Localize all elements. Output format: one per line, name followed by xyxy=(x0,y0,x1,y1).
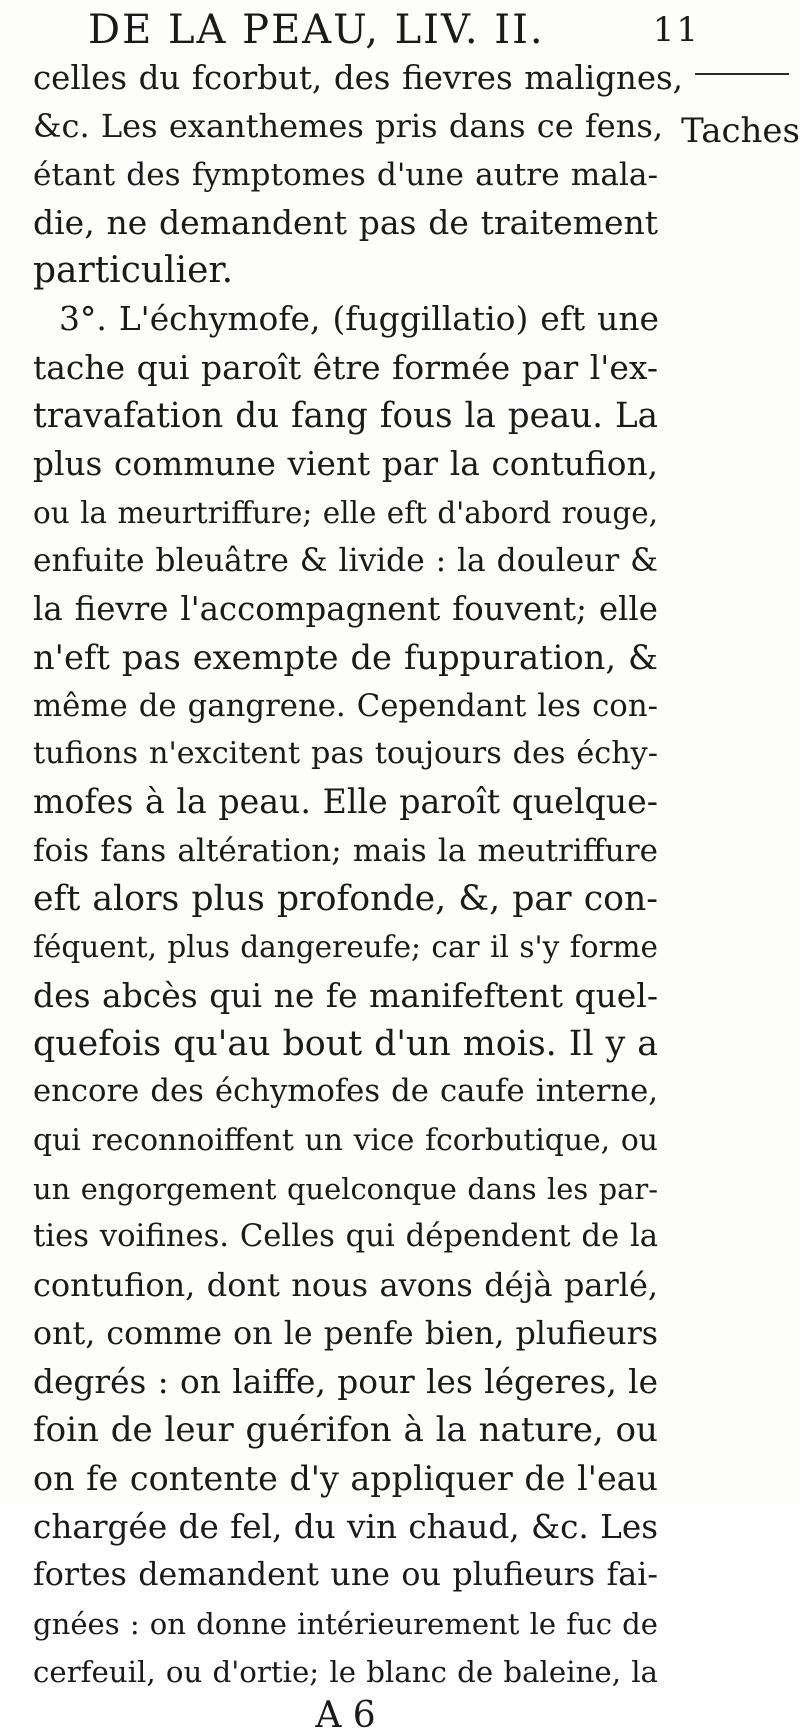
text-line: ont, comme on le penfe bien, plufieurs xyxy=(33,1315,658,1352)
text-line: cerfeuil, ou d'ortie; le blanc de baleine, la xyxy=(33,1654,658,1689)
text-line: foin de leur guérifon à la nature, ou xyxy=(33,1410,658,1451)
text-line: degrés : on laiffe, pour les légeres, le xyxy=(33,1363,658,1402)
text-line: des abcès qui ne fe manifeftent quel- xyxy=(33,975,658,1015)
text-line: encore des échymofes de caufe interne, xyxy=(33,1074,658,1110)
text-line: 3°. L'échymofe, (fuggillatio) eft une xyxy=(59,299,659,339)
text-line: on fe contente d'y appliquer de l'eau xyxy=(33,1458,658,1498)
text-line: gnées : on donne intérieurement le fuc de xyxy=(33,1606,658,1641)
text-line: chargée de fel, du vin chaud, &c. Les xyxy=(33,1507,658,1546)
text-line: quefois qu'au bout d'un mois. Il y a xyxy=(33,1023,658,1064)
text-line: étant des fymptomes d'une autre mala- xyxy=(33,156,658,193)
text-line: ou la meurtriffure; elle eft d'abord rouge, xyxy=(33,495,658,530)
text-line: plus commune vient par la contufion, xyxy=(33,445,658,484)
body-text xyxy=(33,54,763,1736)
text-line: ties voifines. Celles qui dépendent de la xyxy=(33,1219,658,1255)
text-line: qui reconnoiffent un vice fcorbutique, ou xyxy=(33,1122,658,1158)
text-line: tache qui paroît être formée par l'ex- xyxy=(33,347,658,387)
signature-mark: A 6 xyxy=(315,1695,376,1736)
running-title: DE LA PEAU, LIV. II. xyxy=(88,7,545,53)
text-line: mofes à la peau. Elle paroît quelque- xyxy=(33,782,658,822)
text-line: n'eft pas exempte de fuppuration, & xyxy=(33,637,658,677)
text-line: celles du fcorbut, des fievres malignes, xyxy=(33,59,683,97)
running-head xyxy=(88,2,700,58)
text-line: enfuite bleuâtre & livide : la douleur & xyxy=(33,542,658,579)
text-line: même de gangrene. Cependant les con- xyxy=(33,687,658,724)
text-line: un engorgement quelconque dans les par- xyxy=(33,1171,658,1206)
text-line: contufion, dont nous avons déjà parlé, xyxy=(33,1266,658,1305)
margin-note: Taches xyxy=(681,111,800,151)
page-number: 11 xyxy=(652,10,700,50)
text-line: tufions n'excitent pas toujours des échy- xyxy=(33,736,658,772)
text-line: fois fans altération; mais la meutriffure xyxy=(33,832,658,869)
text-line: eft alors plus profonde, &, par con- xyxy=(33,879,658,920)
text-line: travafation du fang fous la peau. La xyxy=(33,396,658,437)
text-line: particulier. xyxy=(33,250,234,292)
text-line: fortes demandent une ou plufieurs fai- xyxy=(33,1557,658,1594)
text-line: la fievre l'accompagnent fouvent; elle xyxy=(33,590,658,629)
text-line: féquent, plus dangereufe; car il s'y forme xyxy=(33,930,658,965)
text-line: die, ne demandent pas de traitement xyxy=(33,202,658,242)
text-line: &c. Les exanthemes pris dans ce fens, xyxy=(33,107,663,146)
